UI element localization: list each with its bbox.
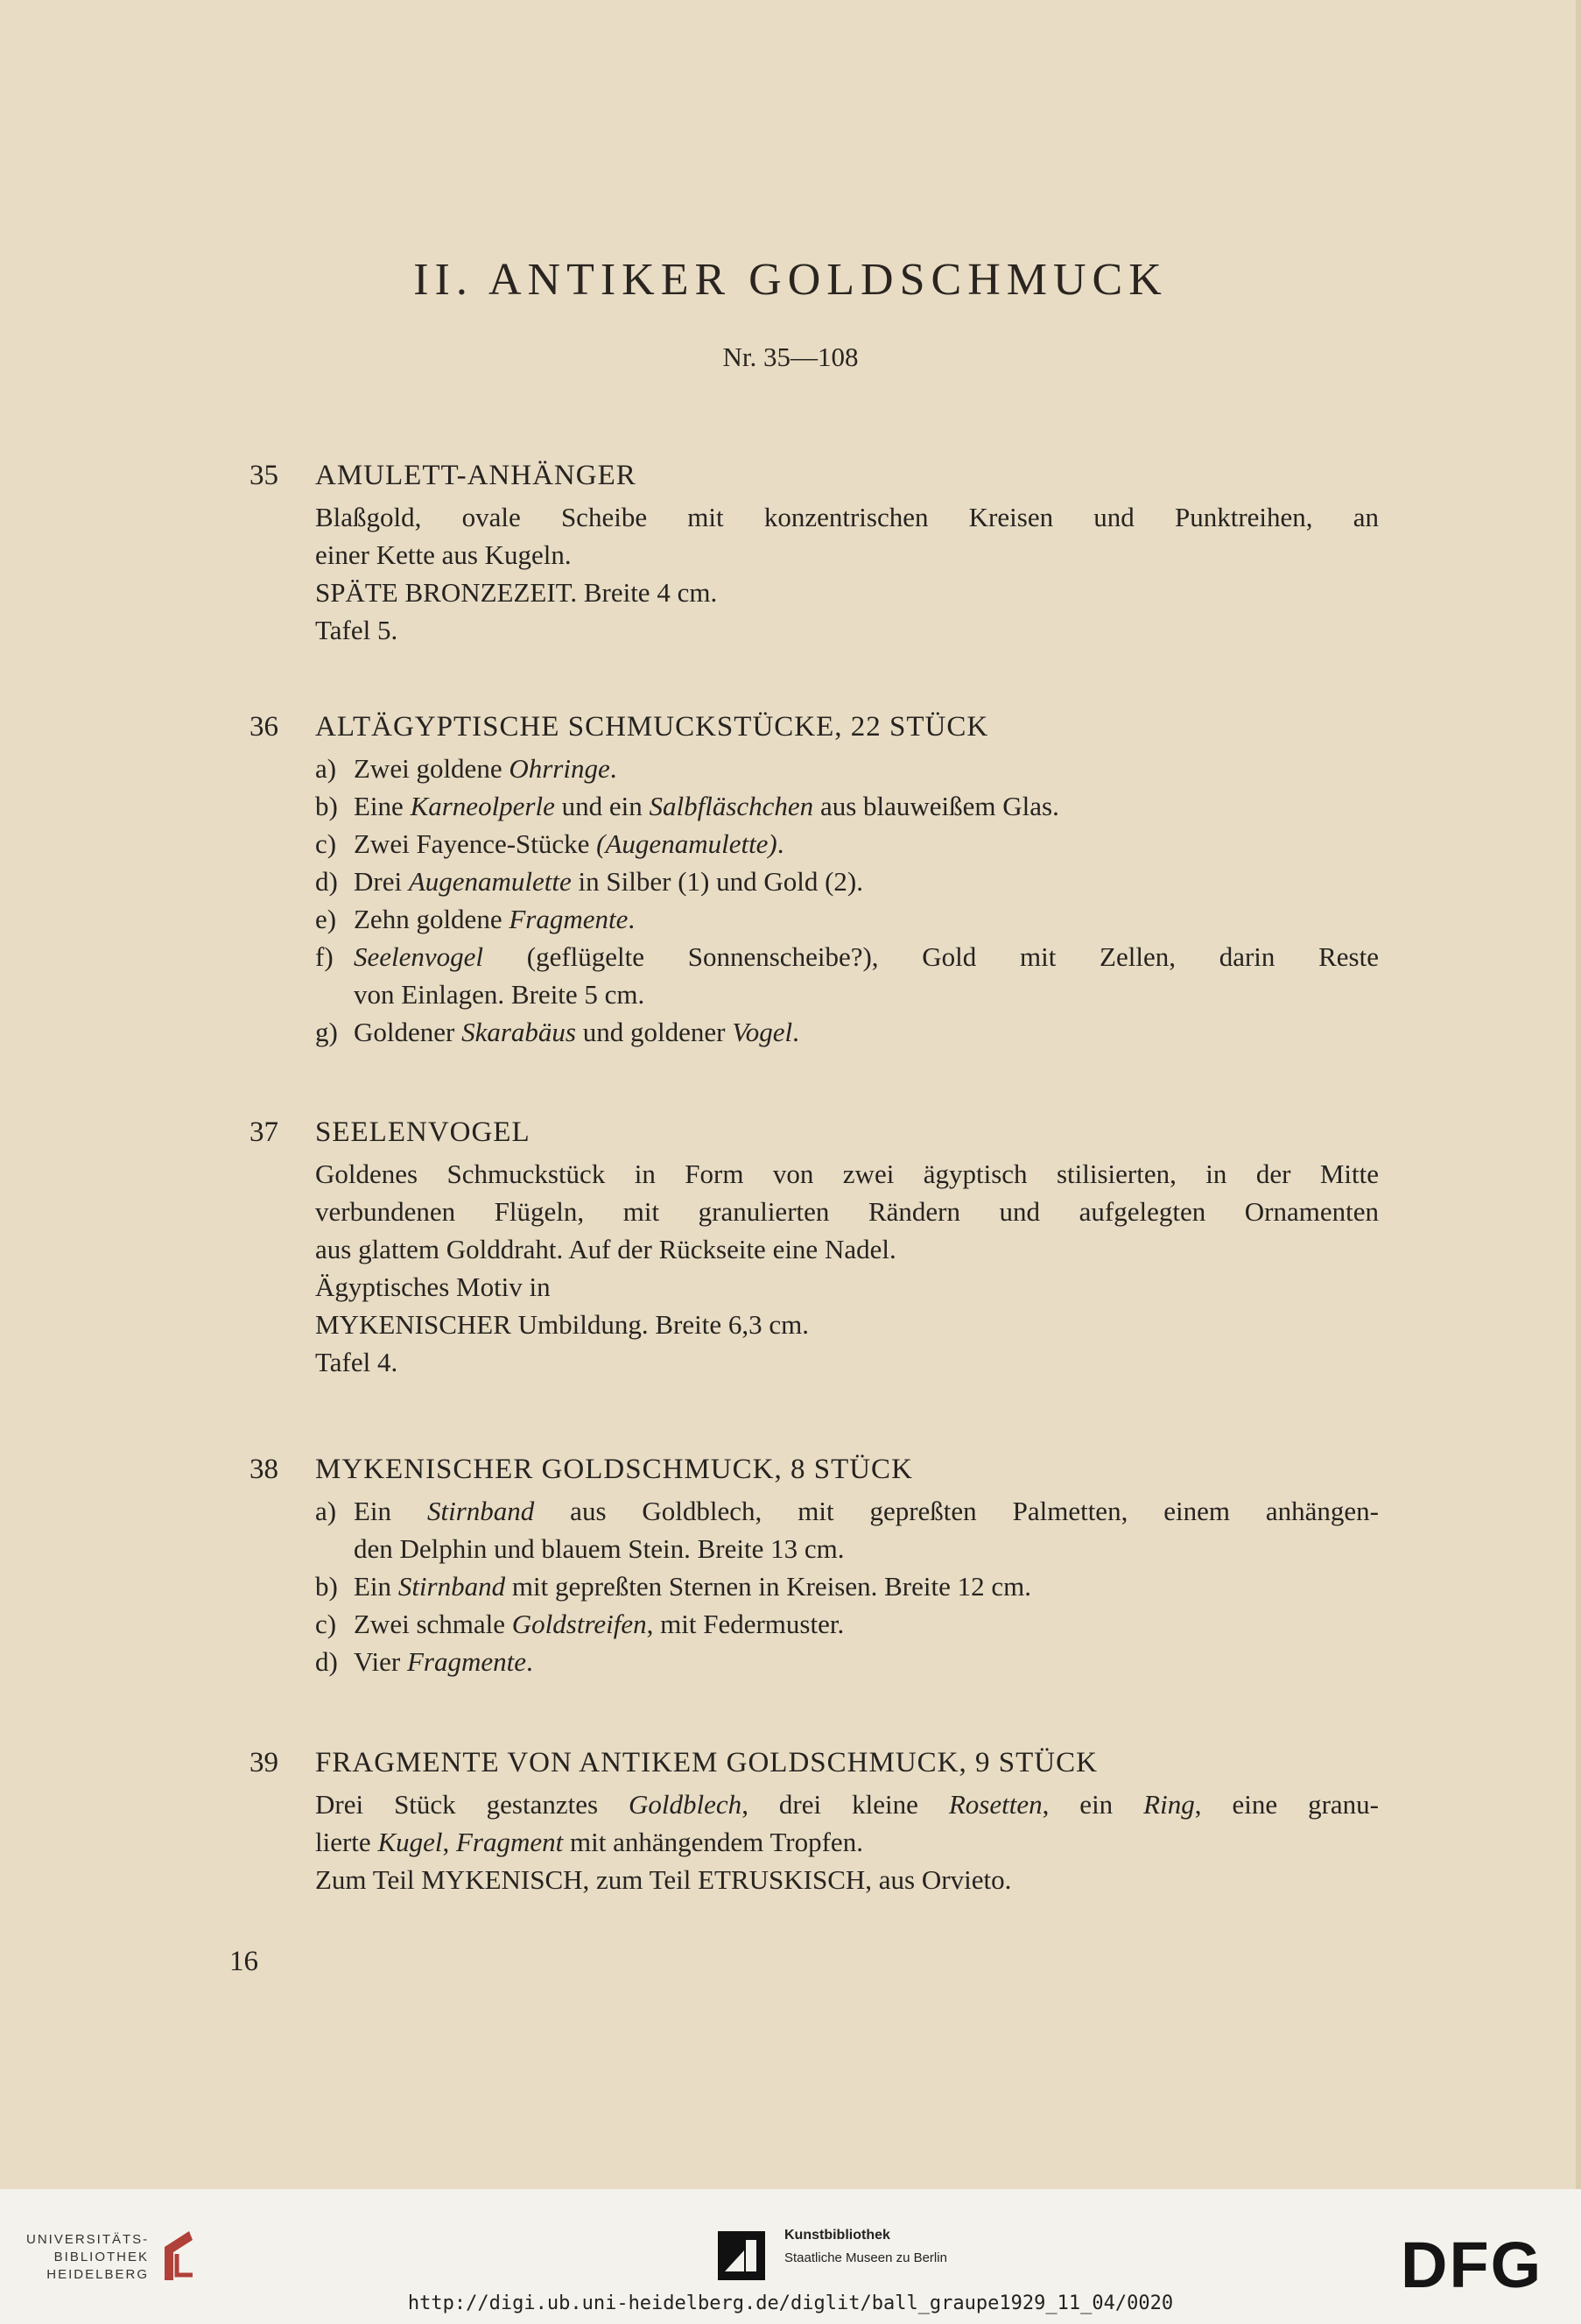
item-text: mit gepreßten Sternen in Kreisen. Breite 12 cm. (505, 1571, 1031, 1602)
university-library-logo[interactable] (26, 2231, 149, 2284)
uni-bracket-icon (154, 2228, 198, 2284)
item-emphasis: (Augenamulette) (596, 828, 777, 859)
item-text: aus Goldblech, mit gepreßten Palmetten, einem anhängen- (534, 1496, 1379, 1526)
list-item (315, 900, 1379, 938)
entry-body (315, 750, 1379, 1051)
entry-line: aus glattem Golddraht. Auf der Rückseite eine Nadel. (315, 1234, 896, 1264)
entry-heading: ALTÄGYPTISCHE SCHMUCKSTÜCKE, 22 STÜCK (315, 711, 989, 743)
item-text: aus blauweißem Glas. (813, 791, 1059, 821)
list-item (315, 1605, 1379, 1643)
uni-logo-line: UNIVERSITÄTS- (26, 2232, 150, 2247)
list-item (315, 863, 1379, 900)
item-label: c) (315, 1609, 337, 1639)
page-subtitle: Nr. 35—108 (722, 342, 859, 372)
item-emphasis: Goldstreifen (511, 1609, 647, 1639)
item-label: c) (315, 828, 337, 859)
item-label: g) (315, 1017, 338, 1047)
list-item (315, 1567, 1379, 1605)
entry-number: 37 (249, 1116, 278, 1148)
entry-heading: SEELENVOGEL (315, 1116, 531, 1148)
item-label: b) (315, 791, 338, 821)
item-label: e) (315, 904, 337, 934)
entry-line: Tafel 4. (315, 1347, 398, 1377)
entry-number: 35 (249, 460, 278, 491)
item-text: . (609, 753, 617, 784)
item-text: (geflügelte Sonnenscheibe?), Gold mit Zellen, darin Reste (483, 941, 1379, 972)
item-text: Ein (354, 1496, 427, 1526)
item-label: d) (315, 1646, 338, 1677)
item-text: . (776, 828, 784, 859)
entry-line: lierte Kugel, Fragment mit anhängendem Tropfen. (315, 1827, 863, 1857)
kunstbibliothek-subtitle: Staatliche Museen zu Berlin (784, 2250, 947, 2265)
item-label: f) (315, 941, 334, 972)
item-emphasis: Stirnband (397, 1571, 506, 1602)
entry-line: einer Kette aus Kugeln. (315, 539, 572, 570)
item-emphasis: Salbfläschchen (649, 791, 814, 821)
entry-line: Goldenes Schmuckstück in Form von zwei ägyptisch stilisierten, in der Mitte (315, 1158, 1379, 1189)
uni-logo-line: HEIDELBERG (46, 2267, 149, 2282)
entry-body (315, 1155, 1379, 1381)
entry-line: Blaßgold, ovale Scheibe mit konzentrischen Kreisen und Punktreihen, an (315, 502, 1379, 532)
item-emphasis: Stirnband (426, 1496, 535, 1526)
footer-bar (0, 2189, 1581, 2324)
entry-body (315, 1785, 1379, 1898)
item-label: a) (315, 753, 337, 784)
entry-line: SPÄTE BRONZEZEIT. Breite 4 cm. (315, 577, 718, 608)
item-label: d) (315, 866, 338, 897)
entry-line: Zum Teil MYKENISCH, zum Teil ETRUSKISCH, aus Orvieto. (315, 1864, 1012, 1895)
entry-heading: FRAGMENTE VON ANTIKEM GOLDSCHMUCK, 9 STÜCK (315, 1747, 1098, 1778)
item-label: a) (315, 1496, 337, 1526)
entry-body (315, 1492, 1379, 1680)
page-number: 16 (229, 1946, 258, 1977)
entry-number: 39 (249, 1747, 278, 1778)
entry-line: verbundenen Flügeln, mit granulierten Rändern und aufgelegten Ornamenten (315, 1196, 1379, 1227)
list-item (315, 938, 1379, 1013)
page-edge-shadow (1576, 0, 1581, 2189)
item-text: . (792, 1017, 799, 1047)
item-continuation: von Einlagen. Breite 5 cm. (354, 979, 645, 1010)
item-text: , mit Federmuster. (646, 1609, 845, 1639)
dfg-logo[interactable]: DFG (1401, 2229, 1543, 2301)
kunstbibliothek-name: Kunstbibliothek (784, 2228, 890, 2243)
entry-line: Tafel 5. (315, 615, 398, 645)
item-emphasis: Fragmente (509, 904, 629, 934)
item-text: in Silber (1) und Gold (2). (571, 866, 864, 897)
item-text: Zwei schmale (354, 1609, 512, 1639)
entry-body (315, 498, 1379, 649)
list-item (315, 787, 1379, 825)
kunstbibliothek-icon (718, 2231, 765, 2280)
item-emphasis: Fragmente (406, 1646, 527, 1677)
entry-line: MYKENISCHER Umbildung. Breite 6,3 cm. (315, 1309, 809, 1340)
entry-line: Ägyptisches Motiv in (315, 1271, 551, 1302)
item-emphasis: Skarabäus (461, 1017, 576, 1047)
item-text: Zwei Fayence-Stücke (354, 828, 597, 859)
item-label: b) (315, 1571, 338, 1602)
item-text: Zwei goldene (354, 753, 509, 784)
item-text: Zehn goldene (354, 904, 509, 934)
page-title: II. ANTIKER GOLDSCHMUCK (413, 255, 1168, 305)
list-item (315, 1643, 1379, 1680)
entry-number: 38 (249, 1454, 278, 1485)
uni-logo-line: BIBLIOTHEK (53, 2250, 149, 2264)
permalink[interactable]: http://digi.ub.uni-heidelberg.de/diglit/ball_graupe1929_11_04/0020 (407, 2292, 1174, 2314)
item-emphasis: Seelenvogel (354, 941, 484, 972)
item-text: Ein (354, 1571, 398, 1602)
item-text: Goldener (354, 1017, 462, 1047)
item-text: . (526, 1646, 533, 1677)
item-text: und ein (554, 791, 650, 821)
item-text: . (628, 904, 636, 934)
item-continuation: den Delphin und blauem Stein. Breite 13 cm. (354, 1533, 845, 1564)
list-item (315, 1492, 1379, 1567)
entry-heading: AMULETT-ANHÄNGER (315, 460, 636, 491)
list-item (315, 825, 1379, 863)
list-item (315, 1013, 1379, 1051)
entry-number: 36 (249, 711, 278, 743)
item-text: Vier (354, 1646, 407, 1677)
item-text: Drei (354, 866, 409, 897)
entry-line: Drei Stück gestanztes Goldblech, drei kleine Rosetten, ein Ring, eine granu- (315, 1789, 1379, 1820)
item-text: und goldener (575, 1017, 733, 1047)
item-emphasis: Karneolperle (410, 791, 555, 821)
list-item (315, 750, 1379, 787)
item-emphasis: Ohrringe (509, 753, 610, 784)
entry-heading: MYKENISCHER GOLDSCHMUCK, 8 STÜCK (315, 1454, 913, 1485)
item-text: Eine (354, 791, 411, 821)
item-emphasis: Vogel (732, 1017, 793, 1047)
item-emphasis: Augenamulette (408, 866, 572, 897)
